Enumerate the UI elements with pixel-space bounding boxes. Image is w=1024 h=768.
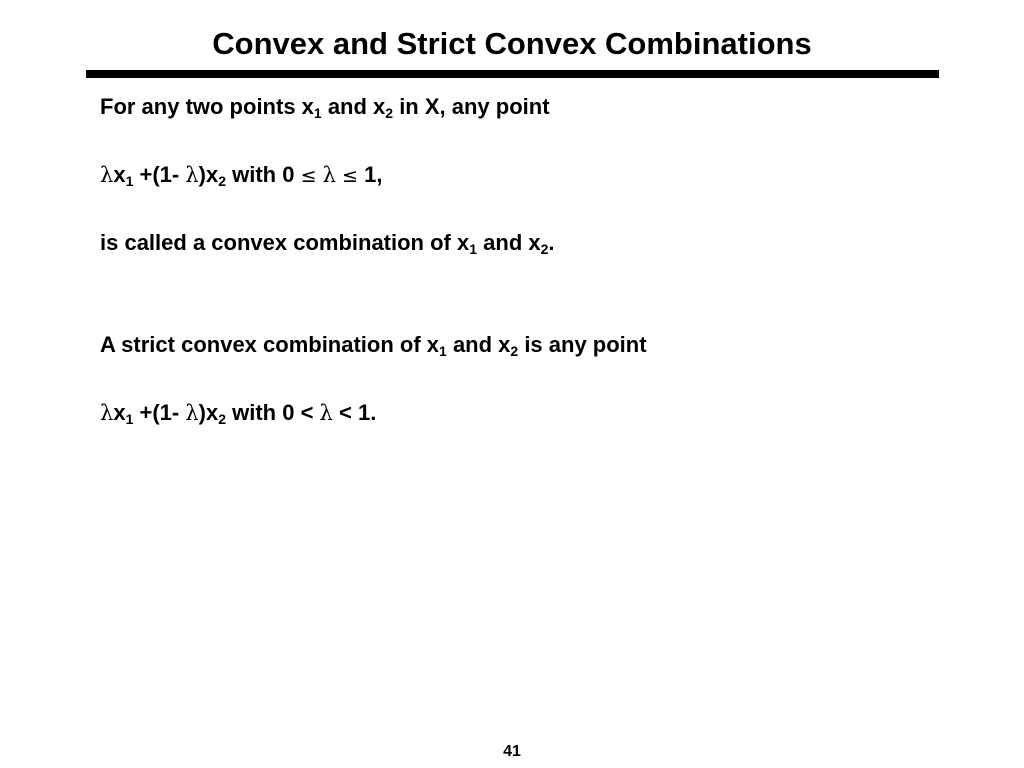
text-segment: +(1- bbox=[133, 162, 186, 187]
subscript-1: 1 bbox=[125, 173, 134, 189]
strict-formula-line bbox=[100, 398, 376, 428]
text-segment: 1. bbox=[351, 400, 377, 425]
text-segment: and x bbox=[477, 230, 541, 255]
lambda-symbol: λ bbox=[185, 163, 199, 187]
text-segment: 1, bbox=[357, 162, 383, 187]
lambda-symbol: λ bbox=[319, 401, 333, 425]
subscript-2: 2 bbox=[510, 343, 519, 359]
convex-formula-line bbox=[100, 160, 382, 191]
text-segment: x bbox=[113, 400, 126, 425]
subscript-1: 1 bbox=[125, 411, 134, 427]
subscript-1: 1 bbox=[313, 105, 322, 121]
text-segment: is called a convex combination of x bbox=[100, 230, 470, 255]
subscript-2: 2 bbox=[540, 241, 549, 257]
lt-symbol: < bbox=[300, 400, 314, 425]
page-number: 41 bbox=[503, 743, 521, 760]
lambda-symbol: λ bbox=[100, 163, 114, 187]
leq-symbol: ≤ bbox=[342, 165, 358, 187]
lambda-symbol: λ bbox=[185, 401, 199, 425]
text-segment: )x bbox=[198, 162, 219, 187]
title-divider bbox=[86, 70, 939, 78]
lambda-symbol: λ bbox=[322, 163, 336, 187]
text-segment: with 0 bbox=[226, 400, 301, 425]
leq-symbol: ≤ bbox=[300, 165, 317, 187]
lt-symbol: < bbox=[338, 400, 352, 425]
text-segment: in X, any point bbox=[393, 94, 550, 119]
text-segment: and x bbox=[321, 94, 386, 119]
lambda-symbol: λ bbox=[100, 401, 114, 425]
subscript-2: 2 bbox=[218, 411, 226, 427]
subscript-1: 1 bbox=[439, 343, 447, 359]
subscript-2: 2 bbox=[218, 173, 226, 189]
definition-intro-line bbox=[100, 92, 550, 122]
text-segment: x bbox=[113, 162, 126, 187]
convex-definition-line bbox=[100, 228, 555, 258]
strict-intro-line bbox=[100, 330, 647, 360]
text-segment: . bbox=[548, 230, 555, 255]
subscript-2: 2 bbox=[385, 105, 394, 121]
text-segment: with 0 bbox=[226, 162, 301, 187]
text-segment: and x bbox=[446, 332, 511, 357]
text-segment: is any point bbox=[518, 332, 647, 357]
text-segment: +(1- bbox=[133, 400, 186, 425]
text-segment: For any two points x bbox=[100, 94, 314, 119]
text-segment: )x bbox=[198, 400, 219, 425]
text-segment: A strict convex combination of x bbox=[100, 332, 440, 357]
subscript-1: 1 bbox=[469, 241, 478, 257]
slide-title: Convex and Strict Convex Combinations bbox=[212, 26, 812, 61]
